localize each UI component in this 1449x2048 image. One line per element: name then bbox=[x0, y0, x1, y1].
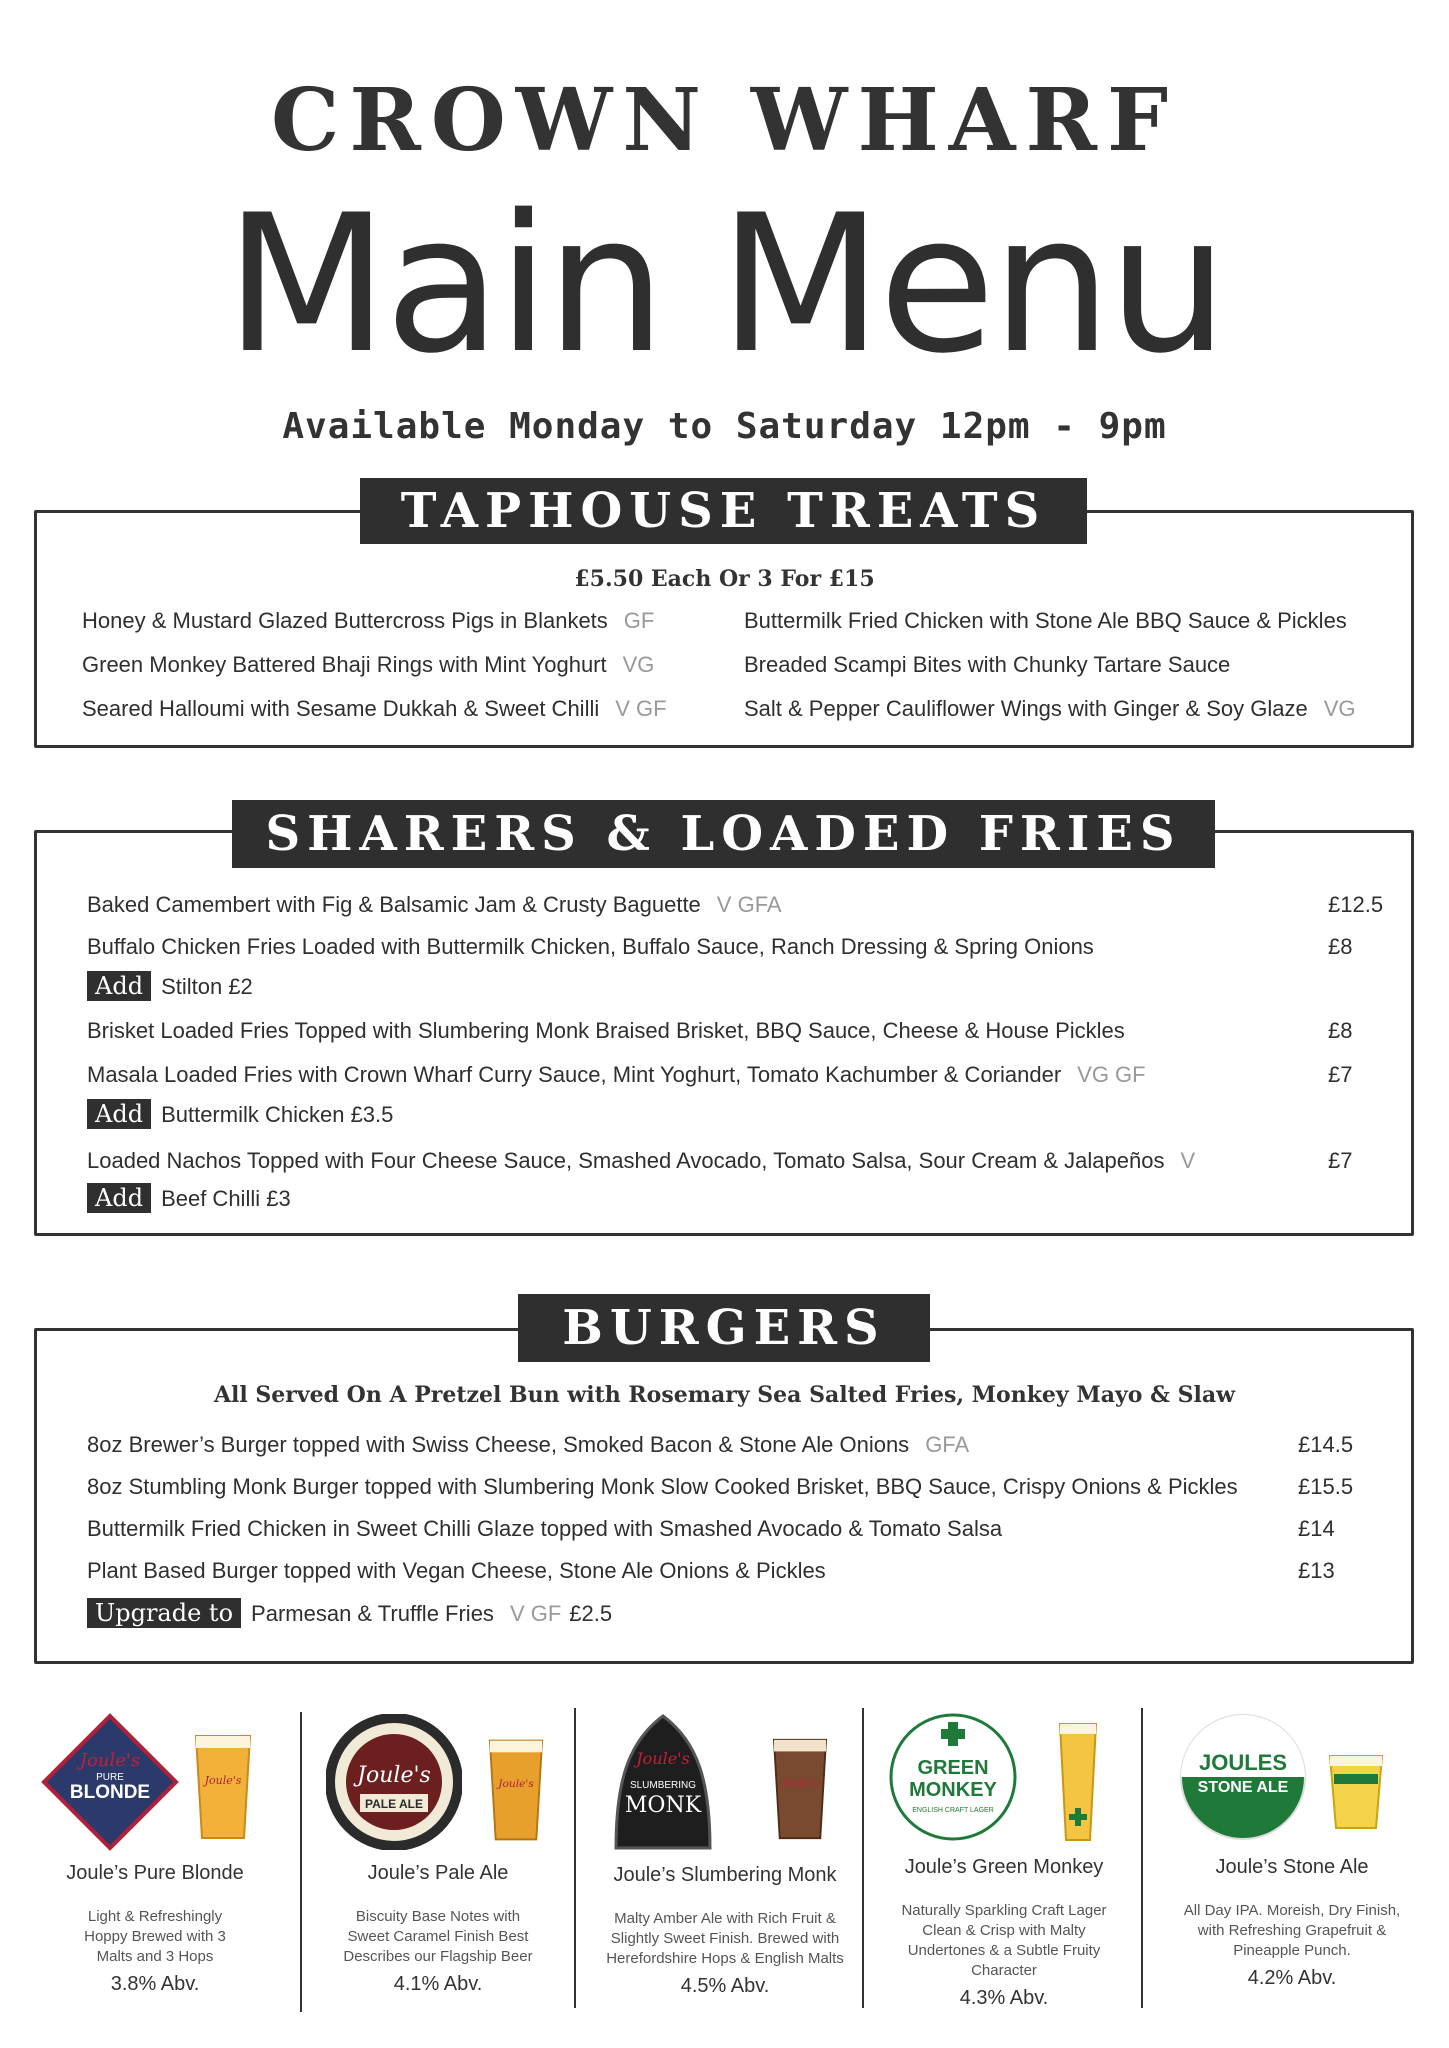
taphouse-heading: TAPHOUSE TREATS bbox=[360, 478, 1087, 544]
upgrade-badge: Upgrade to bbox=[87, 1598, 241, 1628]
svg-text:SLUMBERING: SLUMBERING bbox=[629, 1780, 697, 1791]
sharer-addon: Add Stilton £2 bbox=[87, 971, 253, 1001]
sharer-item: Buffalo Chicken Fries Loaded with Buttermilk Chicken, Buffalo Sauce, Ranch Dressing & Spring Onions bbox=[87, 934, 1094, 959]
sharer-price: £8 bbox=[1328, 1018, 1353, 1043]
sharer-addon: Add Beef Chilli £3 bbox=[87, 1183, 291, 1213]
svg-text:PURE: PURE bbox=[96, 1772, 124, 1783]
sharer-addon: Add Buttermilk Chicken £3.5 bbox=[87, 1099, 393, 1129]
svg-text:MONK: MONK bbox=[624, 1793, 702, 1818]
brand-name: CROWN WHARF bbox=[270, 70, 1179, 171]
sharer-price: £12.5 bbox=[1328, 892, 1384, 917]
svg-text:Joule's: Joule's bbox=[79, 1750, 141, 1771]
svg-text:Joule's: Joule's bbox=[782, 1777, 818, 1790]
svg-text:Joule's: Joule's bbox=[357, 1763, 431, 1788]
svg-text:Joule's: Joule's bbox=[498, 1777, 534, 1791]
burger-item: Buttermilk Fried Chicken in Sweet Chilli Glaze topped with Smashed Avocado & Tomato Salsa bbox=[87, 1516, 1003, 1541]
pure-blonde-badge-icon bbox=[40, 1712, 180, 1852]
beer-card-pale-ale bbox=[310, 1712, 570, 2032]
pale-ale-badge-icon bbox=[326, 1714, 462, 1850]
beer-name: Joule’s Green Monkey bbox=[904, 1856, 1104, 1878]
beer-card-slumbering-monk bbox=[590, 1708, 860, 2038]
svg-text:BLONDE: BLONDE bbox=[69, 1782, 151, 1803]
beer-card-pure-blonde bbox=[20, 1712, 290, 2032]
beer-divider bbox=[1141, 1708, 1143, 2008]
sharer-price: £8 bbox=[1328, 934, 1353, 959]
beer-divider bbox=[574, 1708, 576, 2008]
svg-text:Joule's: Joule's bbox=[636, 1749, 690, 1768]
taphouse-item: Salt & Pepper Cauliflower Wings with Ginger & Soy Glaze VG bbox=[744, 696, 1356, 721]
beer-card-stone-ale bbox=[1156, 1708, 1428, 2038]
burger-item: Plant Based Burger topped with Vegan Cheese, Stone Ale Onions & Pickles bbox=[87, 1558, 826, 1583]
add-badge: Add bbox=[87, 971, 151, 1001]
beer-card-green-monkey bbox=[874, 1708, 1136, 2038]
pint-glass-icon bbox=[770, 1736, 830, 1842]
beer-name: Joule’s Slumbering Monk bbox=[613, 1864, 837, 1886]
taphouse-item: Breaded Scampi Bites with Chunky Tartare Sauce bbox=[744, 652, 1231, 677]
burger-price: £15.5 bbox=[1298, 1474, 1354, 1499]
beer-name: Joule’s Pale Ale bbox=[367, 1862, 509, 1884]
slumbering-monk-badge-icon bbox=[608, 1712, 718, 1852]
pint-glass-icon bbox=[192, 1732, 254, 1842]
burger-price: £14 bbox=[1298, 1516, 1335, 1541]
taphouse-item: Honey & Mustard Glazed Buttercross Pigs in Blankets GF bbox=[82, 608, 655, 633]
sharer-item: Loaded Nachos Topped with Four Cheese Sauce, Smashed Avocado, Tomato Salsa, Sour Cream & Jalapeños V bbox=[87, 1148, 1196, 1173]
svg-text:ENGLISH CRAFT LAGER: ENGLISH CRAFT LAGER bbox=[912, 1807, 994, 1814]
beer-description: Biscuity Base Notes with Sweet Caramel Finish Best Describes our Flagship Beer bbox=[343, 1908, 533, 1965]
taphouse-item: Green Monkey Battered Bhaji Rings with Mint Yoghurt VG bbox=[82, 652, 655, 677]
sharer-price: £7 bbox=[1328, 1062, 1353, 1087]
taphouse-item: Buttermilk Fried Chicken with Stone Ale BBQ Sauce & Pickles bbox=[744, 608, 1347, 633]
sharer-item: Masala Loaded Fries with Crown Wharf Curry Sauce, Mint Yoghurt, Tomato Kachumber & Coriander VG GF bbox=[87, 1062, 1146, 1087]
add-badge: Add bbox=[87, 1183, 151, 1213]
beer-divider bbox=[862, 1708, 864, 2008]
svg-text:JOULES: JOULES bbox=[1198, 1750, 1288, 1775]
burger-item: 8oz Stumbling Monk Burger topped with Slumbering Monk Slow Cooked Brisket, BBQ Sauce, Crispy Onions & Pickles bbox=[87, 1474, 1238, 1499]
beer-abv: 4.1% Abv. bbox=[393, 1973, 483, 1995]
green-monkey-badge-icon bbox=[888, 1712, 1018, 1842]
beer-divider bbox=[300, 1712, 302, 2012]
taphouse-offer: £5.50 Each Or 3 For £15 bbox=[574, 566, 875, 592]
svg-text:MONKEY: MONKEY bbox=[909, 1779, 997, 1801]
beer-description: Malty Amber Ale with Rich Fruit & Slightly Sweet Finish. Brewed with Herefordshire Hops & English Malts bbox=[606, 1910, 844, 1967]
stone-ale-badge-icon bbox=[1178, 1712, 1308, 1842]
beer-abv: 4.5% Abv. bbox=[680, 1975, 770, 1997]
beer-description: Light & Refreshingly Hoppy Brewed with 3 Malts and 3 Hops bbox=[84, 1908, 226, 1965]
svg-text:PALE ALE: PALE ALE bbox=[364, 1797, 424, 1811]
pint-glass-icon bbox=[1328, 1752, 1384, 1832]
burgers-heading: BURGERS bbox=[518, 1294, 930, 1362]
pint-glass-icon bbox=[486, 1736, 546, 1844]
svg-text:STONE ALE: STONE ALE bbox=[1197, 1779, 1289, 1796]
sharers-heading: SHARERS & LOADED FRIES bbox=[232, 800, 1215, 868]
beer-abv: 3.8% Abv. bbox=[110, 1973, 200, 1995]
taphouse-item: Seared Halloumi with Sesame Dukkah & Sweet Chilli V GF bbox=[82, 696, 667, 721]
beer-description: All Day IPA. Moreish, Dry Finish, with Refreshing Grapefruit & Pineapple Punch. bbox=[1183, 1902, 1401, 1959]
beer-name: Joule’s Stone Ale bbox=[1215, 1856, 1369, 1878]
beer-abv: 4.3% Abv. bbox=[959, 1987, 1049, 2009]
page-title: Main Menu bbox=[224, 174, 1225, 395]
svg-text:GREEN: GREEN bbox=[917, 1757, 989, 1779]
beer-name: Joule’s Pure Blonde bbox=[66, 1862, 244, 1884]
sharer-price: £7 bbox=[1328, 1148, 1353, 1173]
beer-abv: 4.2% Abv. bbox=[1247, 1967, 1337, 1989]
burger-price: £13 bbox=[1298, 1558, 1335, 1583]
availability-text: Available Monday to Saturday 12pm - 9pm bbox=[282, 406, 1167, 447]
add-badge: Add bbox=[87, 1099, 151, 1129]
burger-item: 8oz Brewer’s Burger topped with Swiss Cheese, Smoked Bacon & Stone Ale Onions GFA bbox=[87, 1432, 970, 1457]
pint-glass-icon bbox=[1056, 1720, 1100, 1844]
burger-price: £14.5 bbox=[1298, 1432, 1354, 1457]
burger-upgrade: Upgrade to Parmesan & Truffle Fries V GF £2.5 bbox=[87, 1598, 612, 1628]
sharer-item: Baked Camembert with Fig & Balsamic Jam & Crusty Baguette V GFA bbox=[87, 892, 782, 917]
beer-description: Naturally Sparkling Craft Lager Clean & Crisp with Malty Undertones & a Subtle Fruity Character bbox=[901, 1902, 1107, 1979]
burgers-subheading: All Served On A Pretzel Bun with Rosemary Sea Salted Fries, Monkey Mayo & Slaw bbox=[213, 1382, 1236, 1408]
sharer-item: Brisket Loaded Fries Topped with Slumbering Monk Braised Brisket, BBQ Sauce, Cheese & House Pickles bbox=[87, 1018, 1125, 1043]
svg-text:Joule's: Joule's bbox=[204, 1774, 242, 1787]
